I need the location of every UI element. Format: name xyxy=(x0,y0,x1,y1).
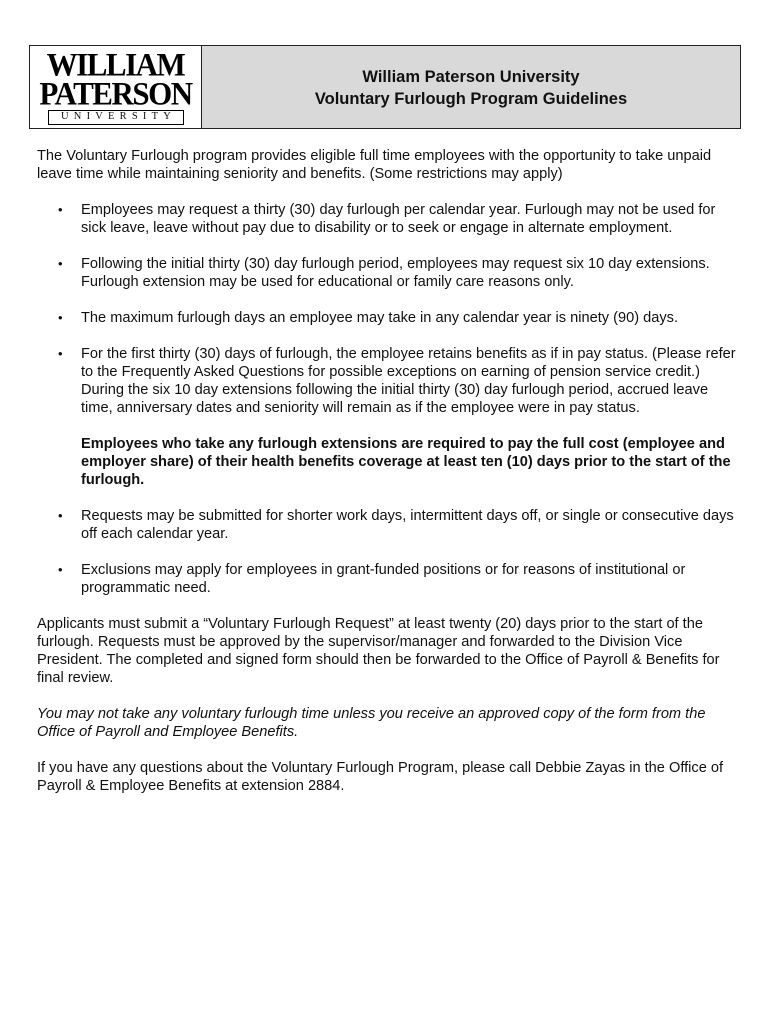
list-item-text: Exclusions may apply for employees in grant-funded positions or for reasons of institutional or programmatic need. xyxy=(81,562,686,596)
logo-line-2: PATERSON xyxy=(39,75,192,113)
list-item xyxy=(37,201,737,237)
university-logo xyxy=(39,46,192,125)
intro-paragraph: The Voluntary Furlough program provides eligible full time employees with the opportunity to take unpaid leave time while maintaining seniority and benefits. (Some restrictions may apply) xyxy=(37,148,712,182)
document-header xyxy=(29,45,741,129)
document-title-line-1: William Paterson University xyxy=(362,68,580,86)
list-item-text: The maximum furlough days an employee may take in any calendar year is ninety (90) days. xyxy=(81,310,679,326)
list-item-text: For the first thirty (30) days of furlough, the employee retains benefits as if in pay status. (Please refer to the Frequently Asked Questions for possible exceptions on earning of pension service credit.) During the six 10 day extensions following the initial thirty (30) day furlough period, accrued leave time, anniversary dates and seniority will remain as if the employee were in pay status. xyxy=(81,346,736,416)
applicants-paragraph: Applicants must submit a “Voluntary Furlough Request” at least twenty (20) days prior to the start of the furlough. Requests must be approved by the supervisor/manager and forwarded to the Division Vice President. The completed and signed form should then be forwarded to the Office of Payroll & Benefits for final review. xyxy=(37,616,720,686)
approval-warning-paragraph: You may not take any voluntary furlough time unless you receive an approved copy of the form from the Office of Payroll and Employee Benefits. xyxy=(37,706,706,740)
bullet-icon: • xyxy=(58,508,63,523)
list-item-text: Requests may be submitted for shorter work days, intermittent days off, or single or consecutive days off each calendar year. xyxy=(81,508,734,542)
bullet-icon: • xyxy=(58,310,63,325)
document-body xyxy=(37,147,737,813)
bullet-icon: • xyxy=(58,256,63,271)
logo-line-1: WILLIAM xyxy=(46,46,185,84)
logo-cell xyxy=(30,46,202,128)
bullet-icon: • xyxy=(58,202,63,217)
bullet-icon: • xyxy=(58,346,63,361)
contact-paragraph: If you have any questions about the Voluntary Furlough Program, please call Debbie Zayas in the Office of Payroll & Employee Benefits at extension 2884. xyxy=(37,760,724,794)
health-benefits-note: Employees who take any furlough extensions are required to pay the full cost (employee and employer share) of their health benefits coverage at least ten (10) days prior to the start of the furlough. xyxy=(81,436,731,488)
list-item-text: Following the initial thirty (30) day furlough period, employees may request six 10 day extensions. Furlough extension may be used for educational or family care reasons only. xyxy=(81,256,710,290)
list-item xyxy=(37,507,737,543)
list-item xyxy=(37,561,737,597)
guideline-list xyxy=(37,201,737,597)
list-item xyxy=(37,345,737,489)
bullet-icon: • xyxy=(58,562,63,577)
list-item xyxy=(37,309,737,327)
logo-line-3: UNIVERSITY xyxy=(48,110,184,125)
title-cell xyxy=(202,46,740,128)
list-item xyxy=(37,255,737,291)
list-item-text: Employees may request a thirty (30) day furlough per calendar year. Furlough may not be used for sick leave, leave without pay due to disability or to seek or engage in alternate employment. xyxy=(81,202,716,236)
document-title-line-2: Voluntary Furlough Program Guidelines xyxy=(314,90,628,108)
